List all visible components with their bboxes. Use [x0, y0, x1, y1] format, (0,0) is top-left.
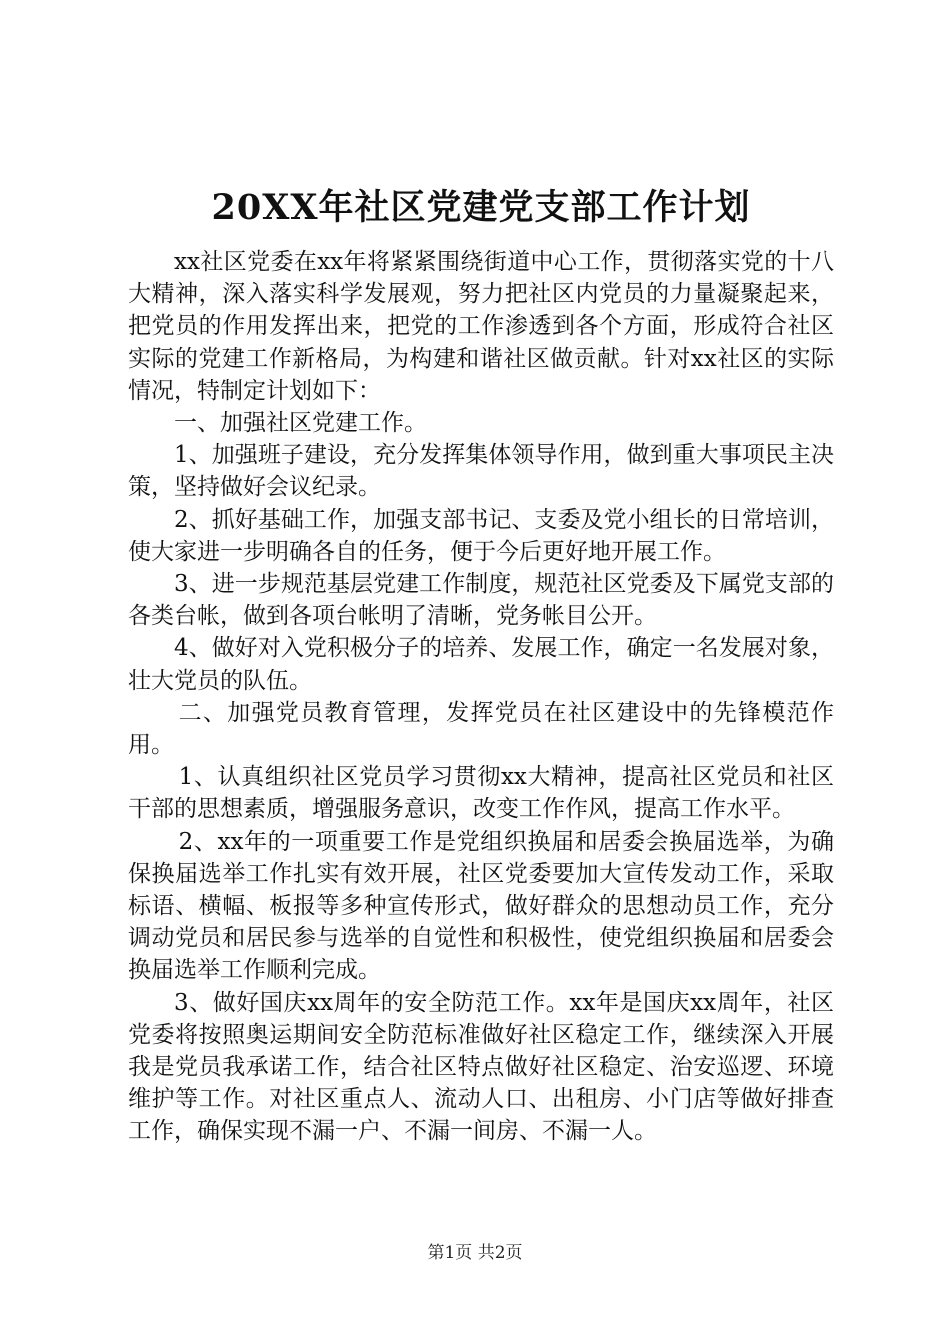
intro-paragraph: xx社区党委在xx年将紧紧围绕街道中心工作，贯彻落实党的十八大精神，深入落实科学发展观，努力把社区内党员的力量凝聚起来，把党员的作用发挥出来，把党的工作渗透到各个方面，形成符合社区实际的党建工作新格局，为构建和谐社区做贡献。针对xx社区的实际情况，特制定计划如下：: [128, 249, 834, 404]
section-heading-1: 一、加强社区党建工作。: [174, 410, 427, 437]
list-item: 2、抓好基础工作，加强支部书记、支委及党小组长的日常培训，使大家进一步明确各自的任务，便于今后更好地开展工作。: [128, 506, 834, 565]
list-item: 3、做好国庆xx周年的安全防范工作。xx年是国庆xx周年，社区党委将按照奥运期间安全防范标准做好社区稳定工作，继续深入开展我是党员我承诺工作，结合社区特点做好社区稳定、治安巡逻、环境维护等工作。对社区重点人、流动人口、出租房、小门店等做好排查工作，确保实现不漏一户、不漏一间房、不漏一人。: [128, 989, 834, 1145]
list-item: 4、做好对入党积极分子的培养、发展工作，确定一名发展对象，壮大党员的队伍。: [128, 635, 834, 694]
list-item: 3、进一步规范基层党建工作制度，规范社区党委及下属党支部的各类台帐，做到各项台帐明了清晰，党务帐目公开。: [128, 571, 834, 630]
document-body: [128, 246, 834, 1148]
page-footer: [0, 1242, 950, 1264]
list-item: 1、加强班子建设，充分发挥集体领导作用，做到重大事项民主决策，坚持做好会议纪录。: [128, 442, 834, 501]
section-heading-2: 二、加强党员教育管理，发挥党员在社区建设中的先锋模范作用。: [128, 699, 834, 759]
list-item: 2、xx年的一项重要工作是党组织换届和居委会换届选举，为确保换届选举工作扎实有效开展，社区党委要加大宣传发动工作，采取标语、横幅、板报等多种宣传形式，做好群众的思想动员工作，充分调动党员和居民参与选举的自觉性和积极性，使党组织换届和居委会换届选举工作顺利完成。: [128, 828, 834, 984]
list-item: 1、认真组织社区党员学习贯彻xx大精神，提高社区党员和社区干部的思想素质，增强服务意识，改变工作作风，提高工作水平。: [128, 764, 834, 823]
page-indicator: 第1页 共2页: [427, 1243, 523, 1263]
document-title: 20XX年社区党建党支部工作计划: [211, 187, 751, 228]
